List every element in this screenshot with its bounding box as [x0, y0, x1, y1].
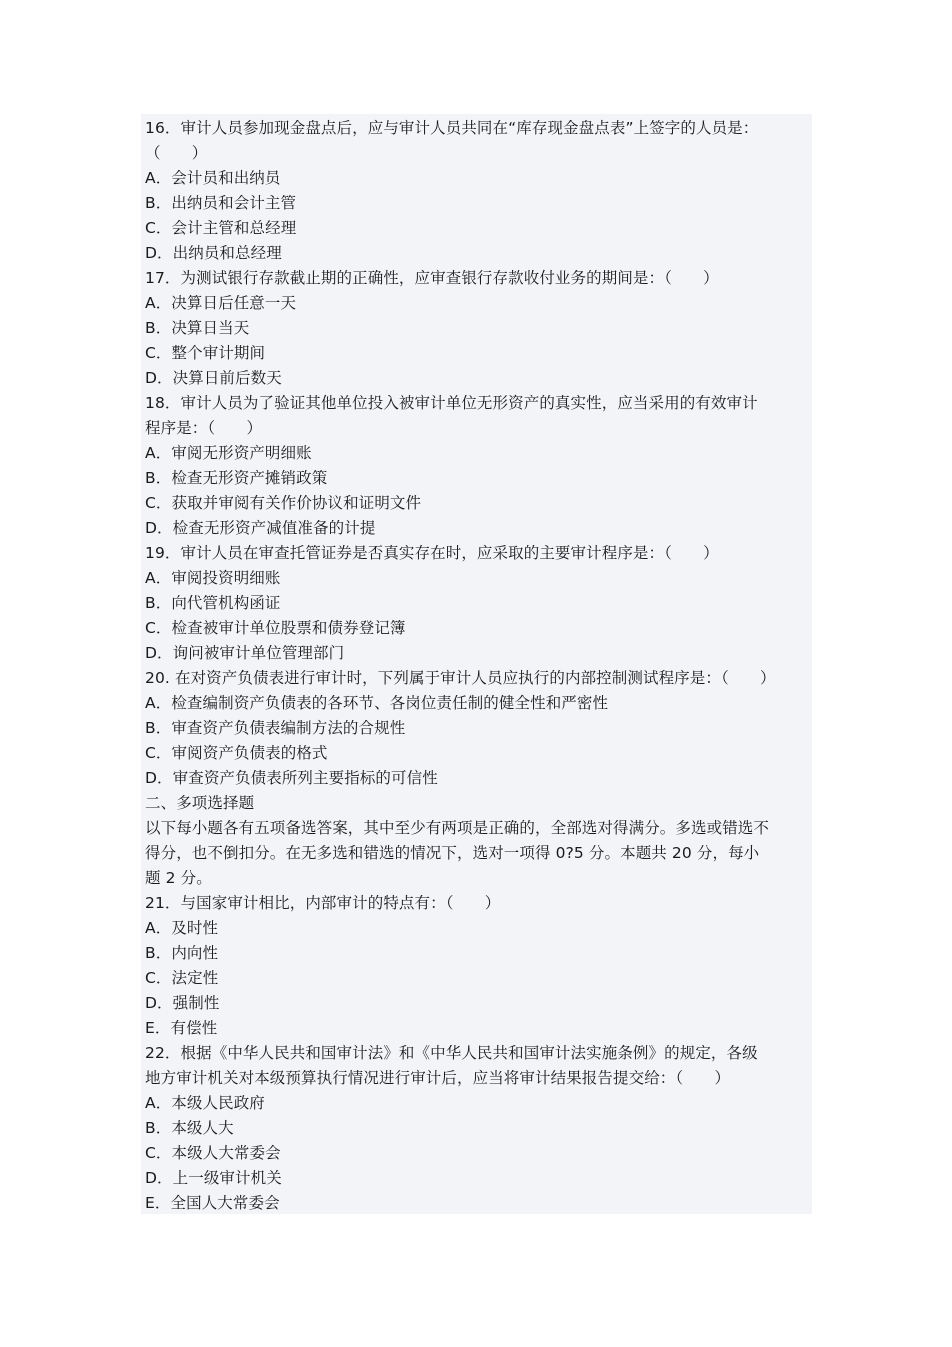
question-22-option-e: E．全国人大常委会 — [145, 1194, 280, 1212]
question-21-option-c: C．法定性 — [145, 969, 219, 987]
question-20-stem: 20. 在对资产负债表进行审计时，下列属于审计人员应执行的内部控制测试程序是：（ ） — [145, 669, 776, 687]
question-17-option-d: D．决算日前后数天 — [145, 369, 282, 387]
question-22-option-c: C．本级人大常委会 — [145, 1144, 281, 1162]
section-instructions-3: 题 2 分。 — [145, 869, 212, 887]
question-22-option-a: A．本级人民政府 — [145, 1094, 265, 1112]
question-17-stem: 17．为测试银行存款截止期的正确性，应审查银行存款收付业务的期间是：（ ） — [145, 269, 719, 287]
question-21-option-b: B．内向性 — [145, 944, 219, 962]
question-20-option-a: A．检查编制资产负债表的各环节、各岗位责任制的健全性和严密性 — [145, 694, 609, 712]
question-16-stem: 16．审计人员参加现金盘点后，应与审计人员共同在“库存现金盘点表”上签字的人员是： — [145, 119, 759, 137]
question-18-option-b: B．检查无形资产摊销政策 — [145, 469, 328, 487]
question-16-option-a: A．会计员和出纳员 — [145, 169, 281, 187]
question-21-option-a: A．及时性 — [145, 919, 219, 937]
question-22-stem-cont: 地方审计机关对本级预算执行情况进行审计后，应当将审计结果报告提交给：（ ） — [145, 1069, 731, 1087]
question-20-option-d: D．审查资产负债表所列主要指标的可信性 — [145, 769, 438, 787]
question-16-option-d: D．出纳员和总经理 — [145, 244, 282, 262]
question-22-option-b: B．本级人大 — [145, 1119, 234, 1137]
question-19-option-d: D．询问被审计单位管理部门 — [145, 644, 345, 662]
question-18-stem-cont: 程序是：（ ） — [145, 419, 263, 437]
question-21-option-e: E．有偿性 — [145, 1019, 218, 1037]
question-18-option-d: D．检查无形资产减值准备的计提 — [145, 519, 376, 537]
question-18-option-a: A．审阅无形资产明细账 — [145, 444, 312, 462]
document-page — [141, 114, 812, 1214]
question-21-stem: 21．与国家审计相比，内部审计的特点有：（ ） — [145, 894, 501, 912]
question-16-option-b: B．出纳员和会计主管 — [145, 194, 297, 212]
question-18-option-c: C．获取并审阅有关作价协议和证明文件 — [145, 494, 422, 512]
section-heading: 二、多项选择题 — [145, 794, 255, 812]
question-19-option-c: C．检查被审计单位股票和债券登记簿 — [145, 619, 406, 637]
question-16-option-c: C．会计主管和总经理 — [145, 219, 297, 237]
section-instructions-2: 得分，也不倒扣分。在无多选和错选的情况下，选对一项得 0?5 分。本题共 20 分，每小 — [145, 844, 760, 862]
question-17-option-a: A．决算日后任意一天 — [145, 294, 297, 312]
question-20-option-c: C．审阅资产负债表的格式 — [145, 744, 328, 762]
question-19-option-b: B．向代管机构函证 — [145, 594, 281, 612]
question-18-stem: 18．审计人员为了验证其他单位投入被审计单位无形资产的真实性，应当采用的有效审计 — [145, 394, 758, 412]
question-21-option-d: D．强制性 — [145, 994, 220, 1012]
question-22-option-d: D．上一级审计机关 — [145, 1169, 282, 1187]
question-20-option-b: B．审查资产负债表编制方法的合规性 — [145, 719, 406, 737]
question-16-stem-cont: （ ） — [145, 144, 208, 162]
question-17-option-b: B．决算日当天 — [145, 319, 250, 337]
section-instructions-1: 以下每小题各有五项备选答案，其中至少有两项是正确的，全部选对得满分。多选或错选不 — [145, 819, 770, 837]
question-22-stem: 22．根据《中华人民共和国审计法》和《中华人民共和国审计法实施条例》的规定，各级 — [145, 1044, 758, 1062]
question-17-option-c: C．整个审计期间 — [145, 344, 266, 362]
question-19-option-a: A．审阅投资明细账 — [145, 569, 281, 587]
question-19-stem: 19．审计人员在审查托管证券是否真实存在时，应采取的主要审计程序是：（ ） — [145, 544, 719, 562]
